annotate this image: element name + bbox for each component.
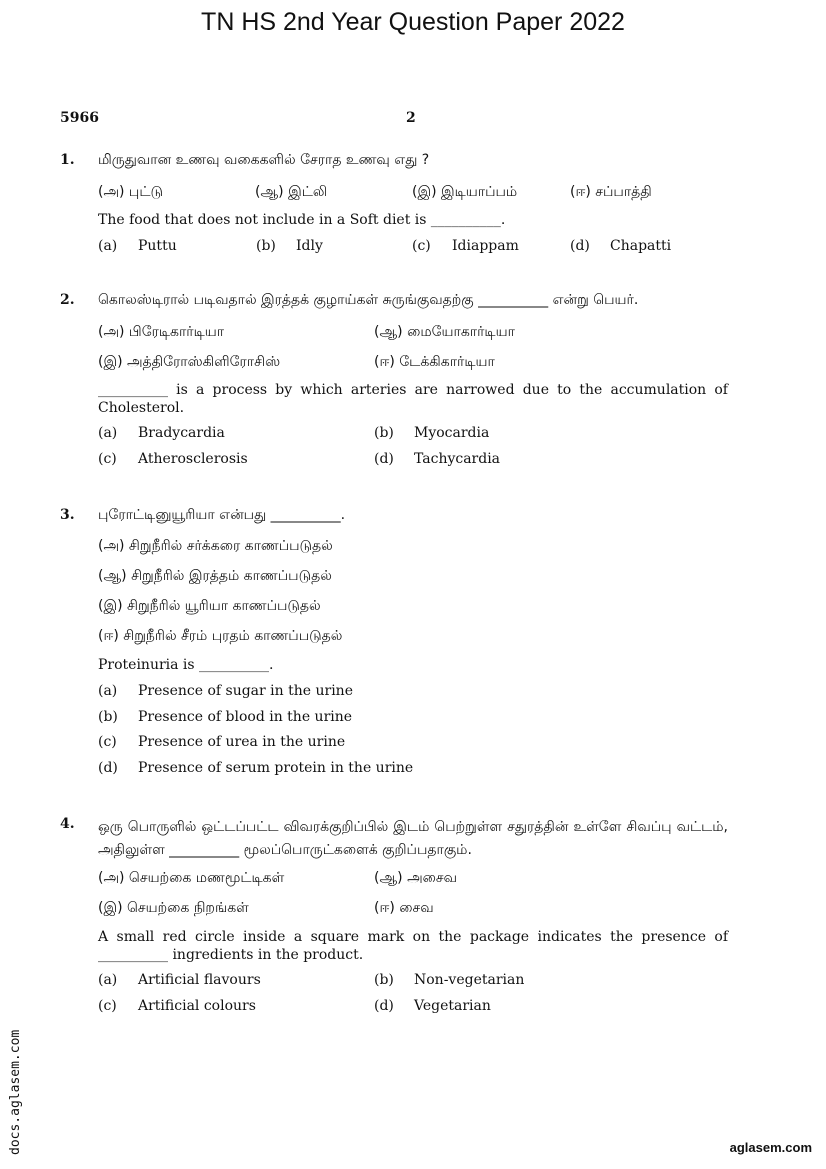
answer-option: (b) Idly [256,238,323,254]
question-number: 3. [60,507,75,523]
answer-option: (d) Tachycardia [374,451,501,467]
tamil-option: (இ) சிறுநீரில் யூரியா காணப்படுதல் [98,598,321,614]
question-number: 4. [60,816,75,832]
answer-option: (c) Artificial colours [98,998,256,1014]
answer-option: (a) Puttu [98,238,177,254]
tamil-option: (ஆ) மையோகார்டியா [374,324,515,340]
answer-option: (b) Presence of blood in the urine [98,709,353,725]
answer-option: (d) Presence of serum protein in the urine [98,760,414,776]
answer-option: (c) Presence of urea in the urine [98,734,346,750]
answer-option: (a) Artificial flavours [98,972,261,988]
question-1 [60,152,730,262]
question-english: __________ is a process by which arteries are narrowed due to the accumulation of Cholesterol. [98,382,728,416]
tamil-option: (ஆ) இட்லி [255,184,328,200]
answer-option: (b) Myocardia [374,425,490,441]
tamil-option: (ஆ) சிறுநீரில் இரத்தம் காணப்படுதல் [98,568,332,584]
question-tamil: மிருதுவான உணவு வகைகளில் சேராத உணவு எது ? [98,152,430,168]
tamil-option: (ஈ) சிறுநீரில் சீரம் புரதம் காணப்படுதல் [98,628,343,644]
tamil-option: (ஈ) டேக்கிகார்டியா [374,354,495,370]
footer-brand: aglasem.com [729,1140,812,1155]
question-number: 2. [60,292,75,308]
page-number: 2 [406,110,416,126]
answer-option: (a) Bradycardia [98,425,225,441]
page-title: TN HS 2nd Year Question Paper 2022 [201,8,625,36]
tamil-option: (இ) செயற்கை நிறங்கள் [98,900,249,916]
question-english: The food that does not include in a Soft diet is __________. [98,212,506,228]
tamil-option: (அ) பிரேடிகார்டியா [98,324,225,340]
answer-option: (d) Vegetarian [374,998,491,1014]
question-tamil: ஒரு பொருளில் ஒட்டப்பட்ட விவரக்குறிப்பில் இடம் பெற்றுள்ள சதுரத்தின் உள்ளே சிவப்பு வட்டம், அதிலுள்ள __________ மூலப்பொருட்களைக் குறிப்பதாகும். [98,819,728,858]
tamil-option: (ஆ) அசைவ [374,870,458,886]
answer-option: (c) Atherosclerosis [98,451,248,467]
answer-option: (d) Chapatti [570,238,672,254]
question-2 [60,292,730,472]
tamil-option: (ஈ) சப்பாத்தி [570,184,652,200]
tamil-option: (அ) சிறுநீரில் சர்க்கரை காணப்படுதல் [98,538,333,554]
question-4 [60,816,730,1026]
answer-option: (a) Presence of sugar in the urine [98,683,353,699]
answer-option: (b) Non-vegetarian [374,972,525,988]
question-tamil: கொலஸ்டிரால் படிவதால் இரத்தக் குழாய்கள் சுருங்குவதற்கு __________ என்று பெயர். [98,292,639,308]
paper-code: 5966 [60,110,99,126]
question-3 [60,507,730,782]
question-tamil: புரோட்டினுயூரியா என்பது __________. [98,507,346,523]
tamil-option: (இ) இடியாப்பம் [412,184,518,200]
tamil-option: (ஈ) சைவ [374,900,434,916]
question-number: 1. [60,152,75,168]
question-english: Proteinuria is __________. [98,657,274,673]
tamil-option: (அ) செயற்கை மணமூட்டிகள் [98,870,285,886]
answer-option: (c) Idiappam [412,238,519,254]
tamil-option: (இ) அத்திரோஸ்கிளிரோசிஸ் [98,354,281,370]
question-english: A small red circle inside a square mark on the package indicates the presence of __________ ingredients in the product. [98,929,728,963]
side-watermark: docs.aglasem.com [8,1029,23,1155]
tamil-option: (அ) புட்டு [98,184,163,200]
